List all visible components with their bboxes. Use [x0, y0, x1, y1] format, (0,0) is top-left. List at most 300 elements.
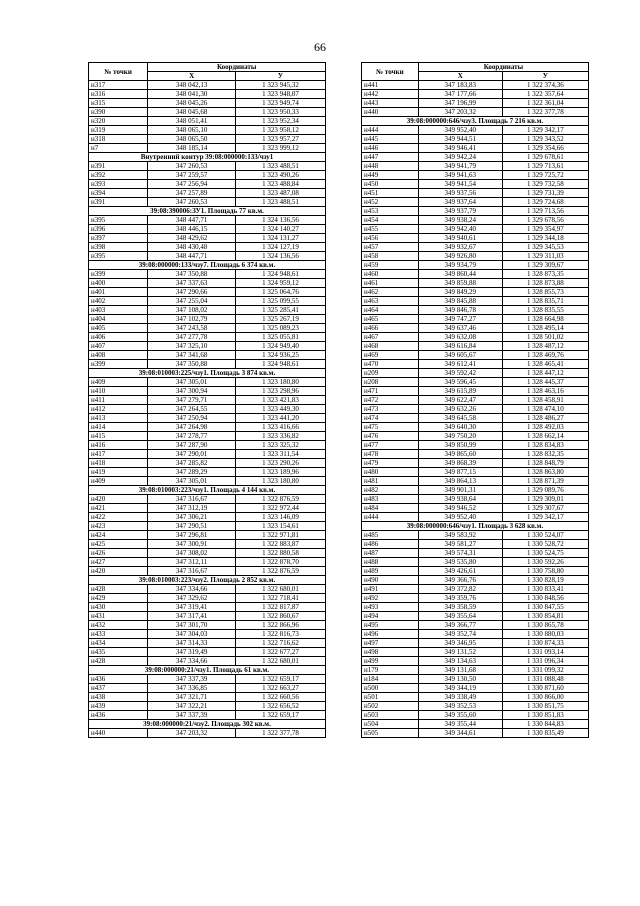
- point-number-cell: н465: [362, 315, 419, 324]
- y-coordinate-cell: 1 330 844,83: [502, 720, 588, 729]
- x-coordinate-cell: 348 065,50: [148, 135, 236, 144]
- point-number-cell: н475: [362, 423, 419, 432]
- point-number-cell: н473: [362, 405, 419, 414]
- x-coordinate-cell: 347 243,58: [148, 324, 236, 333]
- table-row: [362, 630, 589, 639]
- x-coordinate-cell: 347 196,99: [418, 99, 502, 108]
- y-coordinate-cell: 1 328 834,83: [502, 441, 588, 450]
- y-coordinate-cell: 1 330 854,81: [502, 612, 588, 621]
- point-number-cell: н453: [362, 207, 419, 216]
- point-number-cell: н430: [89, 603, 148, 612]
- table-row: [89, 351, 326, 360]
- y-coordinate-cell: 1 324 948,61: [235, 360, 325, 369]
- table-row: [89, 495, 326, 504]
- table-row: [89, 180, 326, 189]
- table-row: [89, 342, 326, 351]
- point-number-cell: н393: [89, 180, 148, 189]
- table-row: [362, 207, 589, 216]
- y-coordinate-cell: 1 328 486,27: [502, 414, 588, 423]
- y-coordinate-cell: 1 328 664,98: [502, 315, 588, 324]
- x-coordinate-cell: 349 366,76: [418, 576, 502, 585]
- table-row: [362, 729, 589, 738]
- section-row: [362, 522, 589, 531]
- point-number-cell: н428: [89, 657, 148, 666]
- point-number-cell: н478: [362, 450, 419, 459]
- section-title: 39:08:000000:646/чзу1. Площадь 3 628 кв.м.: [362, 522, 589, 531]
- x-coordinate-cell: 347 336,85: [148, 684, 236, 693]
- point-number-cell: н397: [89, 234, 148, 243]
- point-number-cell: н208: [362, 378, 419, 387]
- point-number-cell: н416: [89, 441, 148, 450]
- point-number-cell: н421: [89, 504, 148, 513]
- table-row: [89, 630, 326, 639]
- y-coordinate-cell: 1 328 458,91: [502, 396, 588, 405]
- section-row: [89, 720, 326, 729]
- point-number-cell: н410: [89, 387, 148, 396]
- y-coordinate-cell: 1 322 878,70: [235, 558, 325, 567]
- x-coordinate-cell: 349 877,15: [418, 468, 502, 477]
- y-coordinate-cell: 1 323 189,96: [235, 468, 325, 477]
- point-number-cell: н424: [89, 531, 148, 540]
- y-coordinate-cell: 1 322 680,01: [235, 585, 325, 594]
- y-coordinate-cell: 1 330 866,00: [502, 693, 588, 702]
- y-coordinate-cell: 1 324 131,27: [235, 234, 325, 243]
- point-number-cell: н462: [362, 288, 419, 297]
- y-coordinate-cell: 1 329 724,68: [502, 198, 588, 207]
- x-coordinate-cell: 349 605,67: [418, 351, 502, 360]
- point-number-cell: н405: [89, 324, 148, 333]
- point-number-cell: н488: [362, 558, 419, 567]
- point-number-cell: н474: [362, 414, 419, 423]
- x-coordinate-cell: 347 301,70: [148, 621, 236, 630]
- table-row: [89, 684, 326, 693]
- point-number-cell: н209: [362, 369, 419, 378]
- x-coordinate-cell: 349 130,50: [418, 675, 502, 684]
- table-row: [362, 126, 589, 135]
- table-row: [362, 459, 589, 468]
- y-coordinate-cell: 1 328 474,10: [502, 405, 588, 414]
- x-coordinate-cell: 349 846,78: [418, 306, 502, 315]
- x-coordinate-cell: 349 616,84: [418, 342, 502, 351]
- point-number-cell: н414: [89, 423, 148, 432]
- y-coordinate-cell: 1 323 290,26: [235, 459, 325, 468]
- table-row: [89, 117, 326, 126]
- y-coordinate-cell: 1 329 725,72: [502, 171, 588, 180]
- x-coordinate-cell: 348 429,62: [148, 234, 236, 243]
- point-number-cell: н470: [362, 360, 419, 369]
- x-coordinate-cell: 347 290,51: [148, 522, 236, 531]
- table-row: [89, 378, 326, 387]
- y-coordinate-cell: 1 322 656,52: [235, 702, 325, 711]
- point-number-cell: н442: [362, 90, 419, 99]
- table-row: [362, 405, 589, 414]
- point-number-cell: н481: [362, 477, 419, 486]
- point-number-cell: н394: [89, 189, 148, 198]
- y-coordinate-cell: 1 328 445,37: [502, 378, 588, 387]
- y-coordinate-cell: 1 323 949,74: [235, 99, 325, 108]
- point-number-cell: н432: [89, 621, 148, 630]
- table-row: [362, 504, 589, 513]
- y-coordinate-cell: 1 322 880,58: [235, 549, 325, 558]
- x-coordinate-cell: 347 300,91: [148, 540, 236, 549]
- table-row: [362, 612, 589, 621]
- point-number-cell: н409: [89, 477, 148, 486]
- point-number-cell: н426: [89, 549, 148, 558]
- table-row: [89, 612, 326, 621]
- table-row: [89, 387, 326, 396]
- table-row: [89, 693, 326, 702]
- y-coordinate-cell: 1 323 950,33: [235, 108, 325, 117]
- point-number-cell: н317: [89, 81, 148, 90]
- y-coordinate-cell: 1 330 833,41: [502, 585, 588, 594]
- point-number-cell: н427: [89, 558, 148, 567]
- point-number-cell: н471: [362, 387, 419, 396]
- table-row: [89, 594, 326, 603]
- y-coordinate-cell: 1 323 487,08: [235, 189, 325, 198]
- table-row: [362, 351, 589, 360]
- table-row: [89, 252, 326, 261]
- x-coordinate-cell: 347 314,33: [148, 639, 236, 648]
- point-number-cell: н179: [362, 666, 419, 675]
- point-number-cell: н403: [89, 306, 148, 315]
- x-coordinate-cell: 347 334,66: [148, 657, 236, 666]
- point-number-cell: н409: [89, 378, 148, 387]
- y-header: У: [502, 72, 588, 81]
- x-coordinate-cell: 349 583,92: [418, 531, 502, 540]
- x-coordinate-cell: 349 938,64: [418, 495, 502, 504]
- x-coordinate-cell: 347 203,32: [418, 108, 502, 117]
- table-header: [89, 63, 326, 81]
- point-number-cell: н420: [89, 495, 148, 504]
- y-coordinate-cell: 1 330 847,55: [502, 603, 588, 612]
- y-coordinate-cell: 1 323 488,51: [235, 162, 325, 171]
- x-coordinate-cell: 347 341,68: [148, 351, 236, 360]
- point-number-cell: н472: [362, 396, 419, 405]
- section-title: 39:08:390006:ЗУ1. Площадь 77 кв.м.: [89, 207, 326, 216]
- point-number-cell: н316: [89, 90, 148, 99]
- table-row: [89, 423, 326, 432]
- point-number-cell: н504: [362, 720, 419, 729]
- table-row: [362, 576, 589, 585]
- x-coordinate-cell: 349 860,44: [418, 270, 502, 279]
- y-coordinate-cell: 1 322 860,67: [235, 612, 325, 621]
- point-number-cell: н407: [89, 342, 148, 351]
- x-coordinate-cell: 349 952,40: [418, 126, 502, 135]
- y-coordinate-cell: 1 323 298,96: [235, 387, 325, 396]
- y-coordinate-cell: 1 324 136,56: [235, 252, 325, 261]
- point-number-cell: н494: [362, 612, 419, 621]
- table-row: [89, 315, 326, 324]
- y-coordinate-cell: 1 323 958,12: [235, 126, 325, 135]
- y-coordinate-cell: 1 322 718,41: [235, 594, 325, 603]
- point-number-cell: н490: [362, 576, 419, 585]
- point-number-cell: н489: [362, 567, 419, 576]
- x-coordinate-cell: 347 296,81: [148, 531, 236, 540]
- table-row: [89, 729, 326, 738]
- table-row: [362, 144, 589, 153]
- page-number: 66: [314, 40, 326, 54]
- point-number-cell: н440: [362, 108, 419, 117]
- x-coordinate-cell: 347 177,66: [418, 90, 502, 99]
- y-coordinate-cell: 1 330 828,19: [502, 576, 588, 585]
- x-coordinate-cell: 348 065,10: [148, 126, 236, 135]
- point-number-cell: н444: [362, 513, 419, 522]
- section-row: [362, 117, 589, 126]
- point-number-cell: н500: [362, 684, 419, 693]
- x-coordinate-cell: 347 319,49: [148, 648, 236, 657]
- point-number-cell: н395: [89, 252, 148, 261]
- x-coordinate-cell: 347 290,66: [148, 288, 236, 297]
- x-coordinate-cell: 349 901,31: [418, 486, 502, 495]
- x-coordinate-cell: 348 045,68: [148, 108, 236, 117]
- table-row: [362, 135, 589, 144]
- x-coordinate-cell: 349 932,67: [418, 243, 502, 252]
- point-number-cell: н419: [89, 468, 148, 477]
- x-coordinate-cell: 349 131,68: [418, 666, 502, 675]
- point-number-cell: н446: [362, 144, 419, 153]
- table-row: [89, 441, 326, 450]
- table-row: [89, 333, 326, 342]
- point-number-cell: н487: [362, 549, 419, 558]
- x-coordinate-cell: 347 317,41: [148, 612, 236, 621]
- x-coordinate-cell: 349 355,64: [418, 612, 502, 621]
- point-number-cell: н503: [362, 711, 419, 720]
- point-number-cell: н456: [362, 234, 419, 243]
- point-number-cell: н392: [89, 171, 148, 180]
- table-row: [89, 234, 326, 243]
- table-row: [362, 711, 589, 720]
- y-coordinate-cell: 1 330 524,07: [502, 531, 588, 540]
- y-coordinate-cell: 1 324 140,27: [235, 225, 325, 234]
- x-coordinate-cell: 347 316,67: [148, 495, 236, 504]
- table-row: [89, 135, 326, 144]
- x-coordinate-cell: 347 203,32: [148, 729, 236, 738]
- section-title: 39:08:000000:21/чзу1. Площадь 61 кв.м.: [89, 666, 326, 675]
- point-number-cell: н457: [362, 243, 419, 252]
- table-row: [89, 540, 326, 549]
- x-coordinate-cell: 347 316,67: [148, 567, 236, 576]
- point-number-cell: н499: [362, 657, 419, 666]
- point-number-cell: н491: [362, 585, 419, 594]
- table-row: [89, 306, 326, 315]
- x-coordinate-cell: 349 574,31: [418, 549, 502, 558]
- table-row: [89, 558, 326, 567]
- table-row: [89, 585, 326, 594]
- point-number-cell: н461: [362, 279, 419, 288]
- y-coordinate-cell: 1 322 660,56: [235, 693, 325, 702]
- section-title: 39:08:010003:225/чзу1. Площадь 3 874 кв.м.: [89, 369, 326, 378]
- table-row: [362, 693, 589, 702]
- x-coordinate-cell: 347 277,78: [148, 333, 236, 342]
- point-number-cell: н483: [362, 495, 419, 504]
- y-coordinate-cell: 1 323 488,84: [235, 180, 325, 189]
- table-row: [89, 657, 326, 666]
- table-row: [89, 360, 326, 369]
- x-coordinate-cell: 349 747,27: [418, 315, 502, 324]
- table-row: [362, 108, 589, 117]
- table-row: [362, 567, 589, 576]
- x-coordinate-cell: 347 183,83: [418, 81, 502, 90]
- y-coordinate-cell: 1 328 873,35: [502, 270, 588, 279]
- y-coordinate-cell: 1 329 342,17: [502, 513, 588, 522]
- x-coordinate-cell: 347 102,79: [148, 315, 236, 324]
- y-coordinate-cell: 1 325 064,76: [235, 288, 325, 297]
- section-title: 39:08:000000:133/чзу7. Площадь 6 374 кв.м.: [89, 261, 326, 270]
- table-row: [362, 315, 589, 324]
- x-coordinate-cell: 349 845,88: [418, 297, 502, 306]
- point-number-cell: н428: [89, 585, 148, 594]
- table-row: [89, 144, 326, 153]
- table-row: [362, 90, 589, 99]
- y-coordinate-cell: 1 329 311,03: [502, 252, 588, 261]
- point-number-cell: н449: [362, 171, 419, 180]
- table-row: [362, 450, 589, 459]
- table-row: [362, 216, 589, 225]
- x-coordinate-cell: 347 337,39: [148, 711, 236, 720]
- y-coordinate-cell: 1 322 817,87: [235, 603, 325, 612]
- x-coordinate-cell: 347 255,04: [148, 297, 236, 306]
- point-number-cell: н463: [362, 297, 419, 306]
- table-row: [89, 270, 326, 279]
- x-coordinate-cell: 349 426,61: [418, 567, 502, 576]
- coordinates-table-left: [88, 62, 326, 738]
- x-coordinate-cell: 349 535,80: [418, 558, 502, 567]
- x-coordinate-cell: 348 446,15: [148, 225, 236, 234]
- y-coordinate-cell: 1 330 880,03: [502, 630, 588, 639]
- x-coordinate-cell: 349 937,64: [418, 198, 502, 207]
- point-number-header: № точки: [362, 63, 419, 81]
- y-coordinate-cell: 1 325 099,55: [235, 297, 325, 306]
- x-coordinate-cell: 349 344,61: [418, 729, 502, 738]
- x-coordinate-cell: 349 937,79: [418, 207, 502, 216]
- x-coordinate-cell: 348 045,26: [148, 99, 236, 108]
- x-coordinate-cell: 347 256,94: [148, 180, 236, 189]
- x-coordinate-cell: 349 941,63: [418, 171, 502, 180]
- y-coordinate-cell: 1 329 342,17: [502, 126, 588, 135]
- y-coordinate-cell: 1 331 088,48: [502, 675, 588, 684]
- table-row: [362, 198, 589, 207]
- x-header: X: [148, 72, 236, 81]
- table-row: [362, 171, 589, 180]
- y-coordinate-cell: 1 328 863,80: [502, 468, 588, 477]
- section-row: [89, 666, 326, 675]
- table-row: [89, 279, 326, 288]
- point-number-cell: н485: [362, 531, 419, 540]
- y-coordinate-cell: 1 322 663,27: [235, 684, 325, 693]
- table-row: [362, 324, 589, 333]
- table-row: [362, 162, 589, 171]
- x-coordinate-cell: 349 940,61: [418, 234, 502, 243]
- point-number-cell: н436: [89, 711, 148, 720]
- table-row: [89, 522, 326, 531]
- table-row: [362, 153, 589, 162]
- point-number-cell: н484: [362, 504, 419, 513]
- x-coordinate-cell: 347 337,39: [148, 675, 236, 684]
- point-number-cell: н480: [362, 468, 419, 477]
- x-coordinate-cell: 348 051,41: [148, 117, 236, 126]
- y-coordinate-cell: 1 322 816,73: [235, 630, 325, 639]
- x-coordinate-cell: 348 447,71: [148, 216, 236, 225]
- table-row: [89, 171, 326, 180]
- x-coordinate-cell: 349 615,89: [418, 387, 502, 396]
- point-number-cell: н423: [89, 522, 148, 531]
- y-coordinate-cell: 1 329 354,66: [502, 144, 588, 153]
- point-number-cell: н441: [362, 81, 419, 90]
- y-coordinate-cell: 1 331 096,34: [502, 657, 588, 666]
- table-row: [89, 531, 326, 540]
- section-row: [89, 576, 326, 585]
- table-row: [89, 396, 326, 405]
- y-coordinate-cell: 1 331 099,32: [502, 666, 588, 675]
- point-number-cell: н464: [362, 306, 419, 315]
- x-coordinate-cell: 349 934,79: [418, 261, 502, 270]
- x-coordinate-cell: 347 305,01: [148, 477, 236, 486]
- y-coordinate-cell: 1 322 883,87: [235, 540, 325, 549]
- x-coordinate-cell: 349 346,95: [418, 639, 502, 648]
- point-number-cell: н398: [89, 243, 148, 252]
- x-coordinate-cell: 349 942,40: [418, 225, 502, 234]
- table-row: [362, 468, 589, 477]
- y-coordinate-cell: 1 329 345,53: [502, 243, 588, 252]
- x-header: X: [418, 72, 502, 81]
- x-coordinate-cell: 349 372,82: [418, 585, 502, 594]
- table-row: [362, 81, 589, 90]
- table-row: [362, 486, 589, 495]
- x-coordinate-cell: 347 350,88: [148, 270, 236, 279]
- point-number-cell: н395: [89, 216, 148, 225]
- point-number-cell: н433: [89, 630, 148, 639]
- y-coordinate-cell: 1 323 488,51: [235, 198, 325, 207]
- x-coordinate-cell: 347 304,03: [148, 630, 236, 639]
- y-coordinate-cell: 1 322 971,81: [235, 531, 325, 540]
- y-coordinate-cell: 1 325 055,81: [235, 333, 325, 342]
- x-coordinate-cell: 349 864,13: [418, 477, 502, 486]
- table-row: [89, 477, 326, 486]
- y-coordinate-cell: 1 323 146,09: [235, 513, 325, 522]
- y-coordinate-cell: 1 325 089,23: [235, 324, 325, 333]
- y-coordinate-cell: 1 329 713,56: [502, 207, 588, 216]
- table-row: [362, 675, 589, 684]
- point-number-cell: н477: [362, 441, 419, 450]
- table-row: [362, 378, 589, 387]
- y-coordinate-cell: 1 330 851,75: [502, 702, 588, 711]
- x-coordinate-cell: 349 850,99: [418, 441, 502, 450]
- table-row: [362, 225, 589, 234]
- table-row: [89, 216, 326, 225]
- point-number-cell: н391: [89, 162, 148, 171]
- x-coordinate-cell: 347 257,89: [148, 189, 236, 198]
- y-coordinate-cell: 1 330 528,72: [502, 540, 588, 549]
- point-number-cell: н436: [89, 675, 148, 684]
- y-coordinate-cell: 1 322 716,62: [235, 639, 325, 648]
- y-coordinate-cell: 1 323 945,32: [235, 81, 325, 90]
- y-coordinate-cell: 1 323 180,80: [235, 378, 325, 387]
- x-coordinate-cell: 347 306,21: [148, 513, 236, 522]
- point-number-cell: н420: [89, 567, 148, 576]
- point-number-cell: н434: [89, 639, 148, 648]
- point-number-header: № точки: [89, 63, 148, 81]
- section-title: Внутренний контур 39:08:000000:133/чзу1: [89, 153, 326, 162]
- y-coordinate-cell: 1 329 344,18: [502, 234, 588, 243]
- point-number-cell: н445: [362, 135, 419, 144]
- table-row: [89, 108, 326, 117]
- y-coordinate-cell: 1 328 465,41: [502, 360, 588, 369]
- y-coordinate-cell: 1 330 871,60: [502, 684, 588, 693]
- x-coordinate-cell: 347 322,21: [148, 702, 236, 711]
- y-coordinate-cell: 1 323 325,32: [235, 441, 325, 450]
- x-coordinate-cell: 347 264,55: [148, 405, 236, 414]
- table-row: [362, 180, 589, 189]
